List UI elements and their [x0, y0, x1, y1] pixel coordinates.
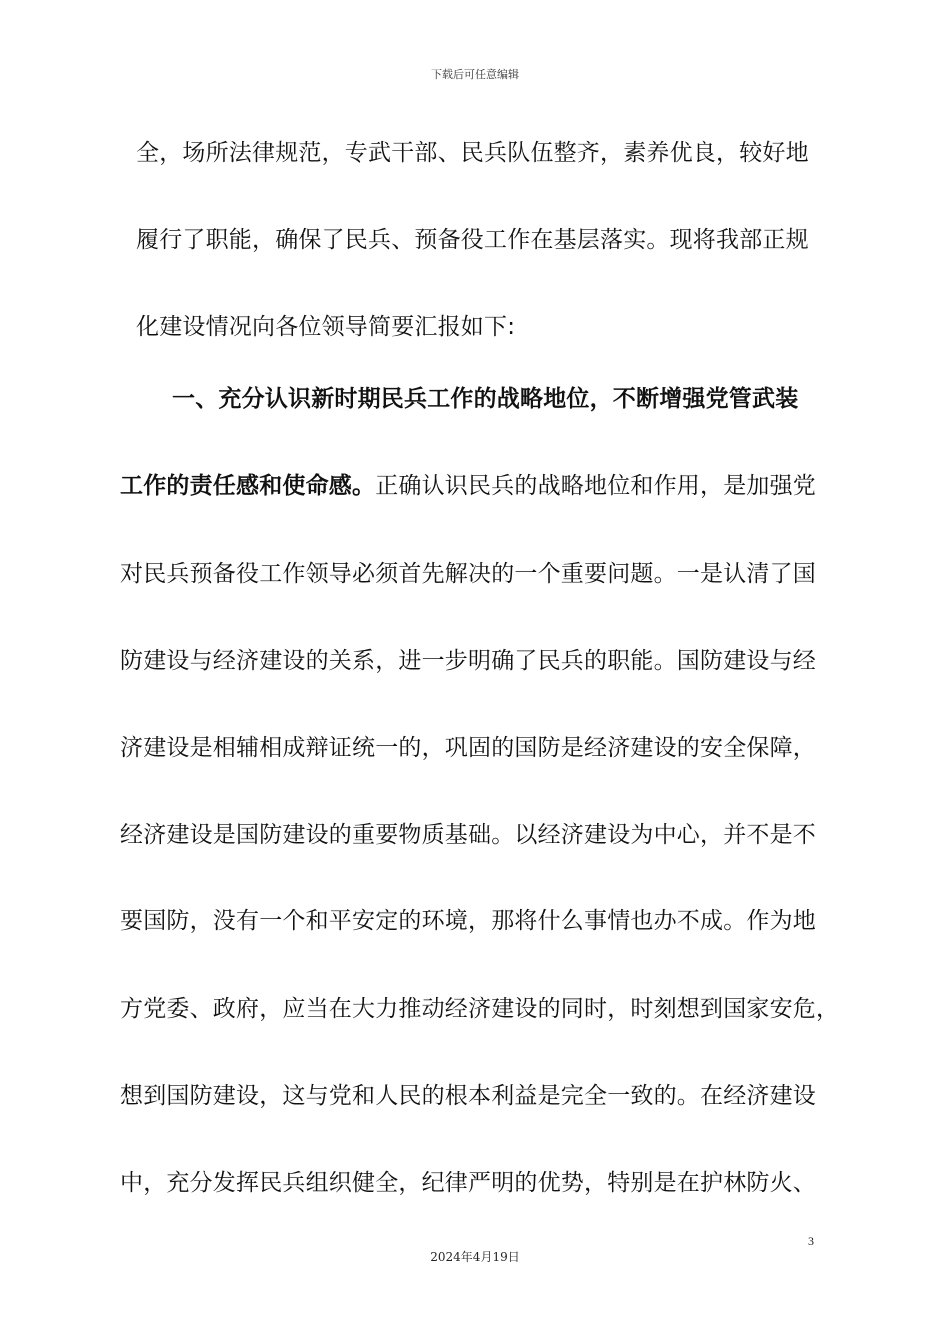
body-line-9: 经济建设是国防建设的重要物质基础。以经济建设为中心，并不是不	[120, 822, 816, 848]
section-heading-line-2	[120, 471, 816, 501]
section-heading-bold-tail: 工作的责任感和使命感。	[120, 473, 376, 499]
page-number: 3	[808, 1234, 814, 1248]
body-line-3: 化建设情况向各位领导简要汇报如下:	[136, 314, 516, 340]
body-line-8: 济建设是相辅相成辩证统一的，巩固的国防是经济建设的安全保障，	[120, 735, 816, 761]
body-line-11: 方党委、政府，应当在大力推动经济建设的同时，时刻想到国家安危，	[120, 996, 840, 1022]
body-line-10: 要国防，没有一个和平安定的环境，那将什么事情也办不成。作为地	[120, 908, 816, 934]
body-line-13: 中，充分发挥民兵组织健全，纪律严明的优势，特别是在护林防火、	[120, 1170, 816, 1196]
footer-date: 2024年4月19日	[430, 1250, 520, 1264]
body-line-1: 全，场所法律规范，专武干部、民兵队伍整齐，素养优良，较好地	[136, 140, 809, 166]
section-heading-line-1: 一、充分认识新时期民兵工作的战略地位，不断增强党管武装	[172, 386, 799, 412]
section-body-start: 正确认识民兵的战略地位和作用，是加强党	[375, 473, 817, 499]
body-line-12: 想到国防建设，这与党和人民的根本利益是完全一致的。在经济建设	[120, 1083, 816, 1109]
body-line-6: 对民兵预备役工作领导必须首先解决的一个重要问题。一是认清了国	[120, 561, 816, 587]
header-note: 下载后可任意编辑	[431, 68, 519, 81]
body-line-2: 履行了职能，确保了民兵、预备役工作在基层落实。现将我部正规	[136, 227, 809, 253]
body-line-7: 防建设与经济建设的关系，进一步明确了民兵的职能。国防建设与经	[120, 648, 816, 674]
